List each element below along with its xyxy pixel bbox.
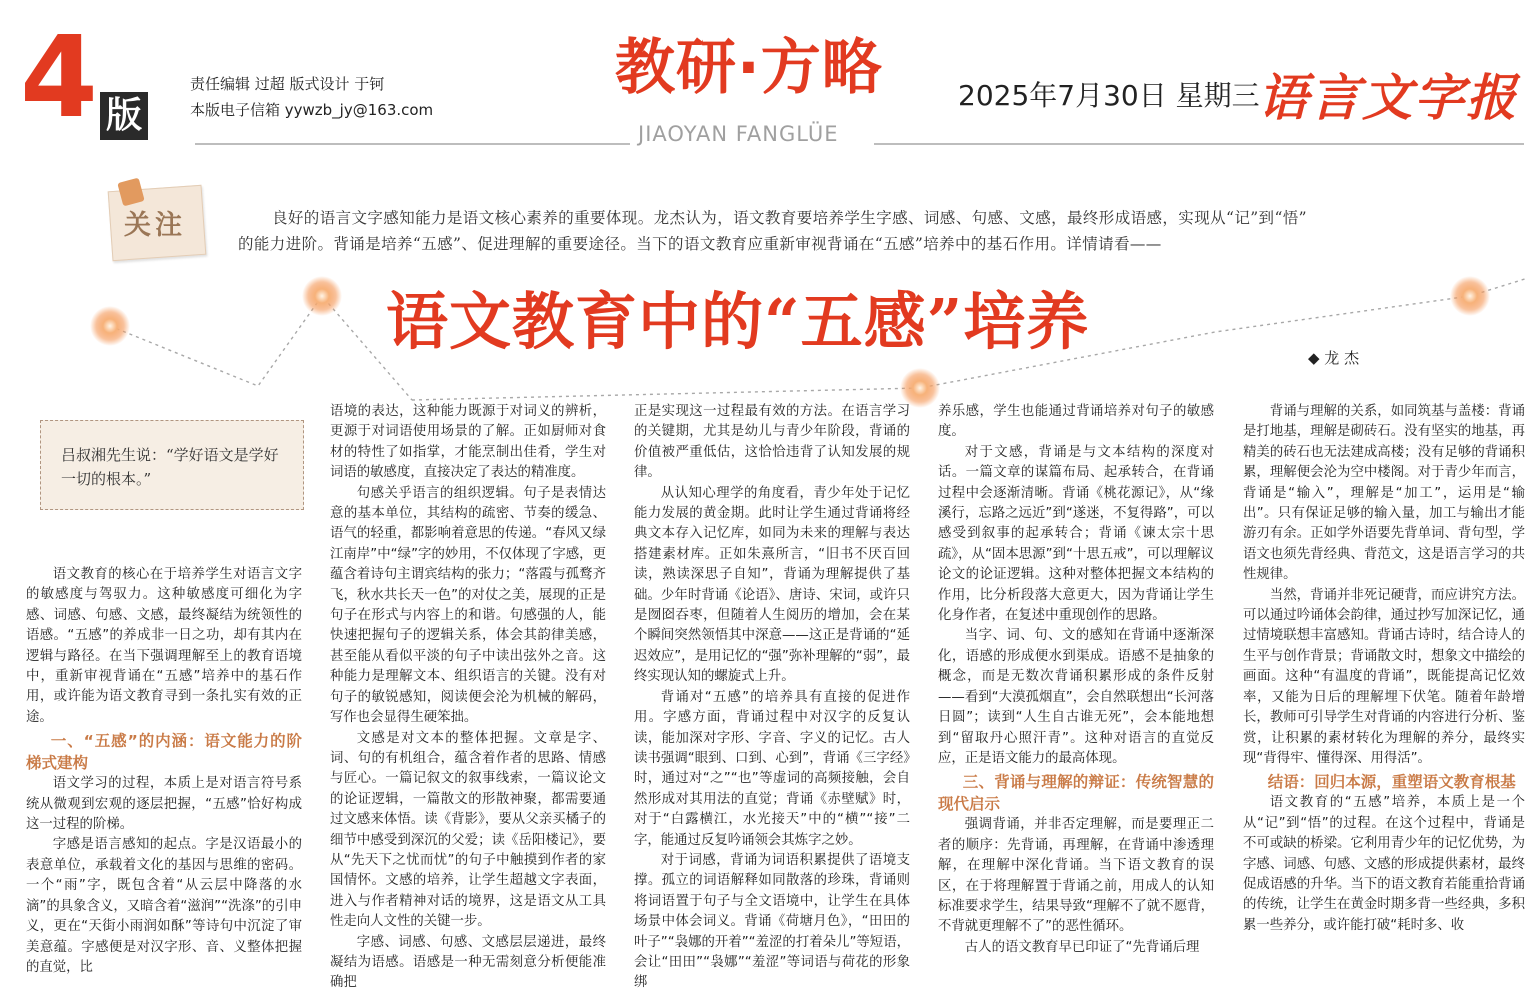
page-number: 4 xyxy=(20,13,98,143)
paragraph: 养乐感，学生也能通过背诵培养对句子的敏感度。 xyxy=(938,404,1214,440)
paragraph: 语文教育的“五感”培养，本质上是一个从“记”到“悟”的过程。在这个过程中，背诵是不可或缺的桥梁。它利用青少年的记忆优势，为字感、词感、句感、文感的形成提供素材，最终促成语感的升华。当下的语文教育若能重拾背诵的传统，让学生在黄金时期多背一些经典，多积累一些养分，或许能打破“耗时多、收 xyxy=(1243,795,1525,933)
editor-line: 责任编辑 过超 版式设计 于钶 xyxy=(190,75,385,93)
paragraph: 正是实现这一过程最有效的方法。在语言学习的关键期，尤其是幼儿与青少年阶段，背诵的价值被严重低估，这恰恰违背了认知发展的规律。 xyxy=(634,404,910,481)
page-suffix-badge: 版 xyxy=(100,92,148,140)
paragraph: 背诵与理解的关系，如同筑基与盖楼：背诵是打地基，理解是砌砖石。没有坚实的地基，再精美的砖石也无法建成高楼；没有足够的背诵积累，理解便会沦为空中楼阁。对于青少年而言，背诵是“输入”，理解是“加工”，运用是“输出”。只有保证足够的输入量，加工与输出才能游刃有余。正如学外语要先背单词、背句型，学语文也须先背经典、背范文，这是语言学习的共性规律。 xyxy=(1243,404,1525,583)
paragraph: 语文教育的核心在于培养学生对语言文字的敏感度与驾驭力。这种敏感度可细化为字感、词感、句感、文感，最终凝结为统领性的语感。“五感”的养成非一日之功，却有其内在逻辑与路径。在当下强调理解至上的教育语境中，重新审视背诵在“五感”培养中的基石作用，或许能为语文教育寻到一条扎实有效的正途。 xyxy=(26,567,302,725)
section-heading-3: 三、背诵与理解的辩证：传统智慧的现代启示 xyxy=(938,773,1214,814)
email-line: 本版电子信箱 yywzb_jy@163.com xyxy=(190,101,434,119)
paragraph: 语文学习的过程，本质上是对语言符号系统从微观到宏观的逐层把握，“五感”恰好构成这一过程的阶梯。 xyxy=(26,776,302,833)
paragraph: 对于词感，背诵为词语积累提供了语境支撑。孤立的词语解释如同散落的珍珠，背诵则将词语置于句子与全文语境中，让学生在具体场景中体会词义。背诵《荷塘月色》，“田田的叶子”“袅娜的开着”“羞涩的打着朵儿”等短语，会让“田田”“袅娜”“羞涩”等词语与荷花的形象绑 xyxy=(634,852,910,991)
article-column-1 xyxy=(26,565,302,975)
paragraph: 对于文感，背诵是与文本结构的深度对话。一篇文章的谋篇布局、起承转合，在背诵过程中会逐渐清晰。背诵《桃花源记》，从“缘溪行，忘路之远近”到“遂迷，不复得路”，可以感受到叙事的起承转合；背诵《谏太宗十思疏》，从“固本思源”到“十思五戒”，可以理解议论文的论证逻辑。这种对整体把握文本结构的作用，比分析段落大意更大，因为背诵让学生化身作者，在复述中重现创作的思路。 xyxy=(938,444,1214,624)
article-headline: 语文教育中的“五感”培养 xyxy=(386,285,1090,358)
article-column-4 xyxy=(938,402,1214,955)
newspaper-logo: 语言文字报 xyxy=(1258,68,1518,127)
orb-icon xyxy=(90,306,130,346)
header-rule-left xyxy=(195,143,630,145)
paragraph: 强调背诵，并非否定理解，而是要理正二者的顺序：先背诵，再理解，在背诵中渗透理解，在理解中深化背诵。当下语文教育的误区，在于将理解置于背诵之前，用成人的认知标准要求学生，结果导致“理解不了就不愿背，不背就更理解不了”的恶性循环。 xyxy=(938,817,1214,935)
paragraph: 语境的表达，这种能力既源于对词义的辨析，更源于对词语使用场景的了解。正如厨师对食材的特性了如指掌，才能烹制出佳肴，学生对词语的敏感度，直接决定了表达的精准度。 xyxy=(330,404,606,481)
quote-box xyxy=(40,420,304,510)
section-pinyin: JIAOYAN FANGLÜE xyxy=(638,122,839,146)
issue-date: 2025年7月30日 星期三 xyxy=(958,79,1260,112)
section-title: 教研·方略 xyxy=(615,33,883,103)
conclusion-heading: 结语：回归本源，重塑语文教育根基 xyxy=(1267,773,1516,792)
paragraph: 句感关乎语言的组织逻辑。句子是表情达意的基本单位，其结构的疏密、节奏的缓急、语气的轻重，都影响着意思的传递。“春风又绿江南岸”中“绿”字的妙用，不仅体现了字感，更蕴含着诗句主谓宾结构的张力；“落霞与孤鹜齐飞，秋水共长天一色”的对仗之美，展现的正是句子在形式与内容上的和谐。句感强的人，能快速把握句子的逻辑关系，体会其韵律美感，甚至能从看似平淡的句子中读出弦外之音。这种能力是理解文本、组织语言的关键。没有对句子的敏锐感知，阅读便会沦为机械的解码，写作也会显得生硬笨拙。 xyxy=(330,485,606,726)
section-heading-1: 一、“五感”的内涵：语文能力的阶梯式建构 xyxy=(26,732,302,773)
focus-tag xyxy=(110,180,202,258)
header-rule-right xyxy=(874,143,1524,145)
quote-text: 吕叔湘先生说：“学好语文是学好一切的根本。” xyxy=(61,446,279,488)
article-column-5 xyxy=(1243,402,1525,933)
article-column-2 xyxy=(330,402,606,991)
paragraph: 当然，背诵并非死记硬背，而应讲究方法。可以通过吟诵体会韵律，通过抄写加深记忆，通过情境联想丰富感知。背诵古诗时，结合诗人的生平与创作背景；背诵散文时，想象文中描绘的画面。这种“有温度的背诵”，既能提高记忆效率，又能为日后的理解埋下伏笔。随着年龄增长，教师可引导学生对背诵的内容进行分析、鉴赏，让积累的素材转化为理解的养分，最终实现“背得牢、懂得深、用得活”。 xyxy=(1243,587,1525,766)
paragraph: 从认知心理学的角度看，青少年处于记忆能力发展的黄金期。此时让学生通过背诵将经典文本存入记忆库，如同为未来的理解与表达搭建素材库。正如朱熹所言，“旧书不厌百回读，熟读深思子自知”，背诵为理解提供了基础。少年时背诵《论语》、唐诗、宋词，或许只是囫囵吞枣，但随着人生阅历的增加，会在某个瞬间突然领悟其中深意——这正是背诵的“延迟效应”，是用记忆的“强”弥补理解的“弱”，最终实现认知的螺旋式上升。 xyxy=(634,485,910,685)
lead-line-1: 良好的语言文字感知能力是语文核心素养的重要体现。龙杰认为，语文教育要培养学生字感、词感、句感、文感，最终形成语感，实现从“记”到“悟” xyxy=(272,209,1308,227)
lead-line-2: 的能力进阶。背诵是培养“五感”、促进理解的重要途径。当下的语文教育应重新审视背诵在“五感”培养中的基石作用。详情请看—— xyxy=(238,235,1162,253)
article-column-3 xyxy=(634,402,910,991)
paragraph: 文感是对文本的整体把握。文章是字、词、句的有机组合，蕴含着作者的思路、情感与匠心。一篇记叙文的叙事线索，一篇议论文的论证逻辑，一篇散文的形散神聚，都需要通过文感来体悟。读《背影》，要从父亲买橘子的细节中感受到深沉的父爱；读《岳阳楼记》，要从“先天下之忧而忧”的句子中触摸到作者的家国情怀。文感的培养，让学生超越文字表面，进入与作者精神对话的境界，这是语文从工具性走向人文性的关键一步。 xyxy=(330,730,606,930)
paragraph: 当字、词、句、文的感知在背诵中逐渐深化，语感的形成便水到渠成。语感不是抽象的概念，而是无数次背诵积累形成的条件反射——看到“大漠孤烟直”，会自然联想出“长河落日圆”；读到“人生自古谁无死”，会本能地想到“留取丹心照汗青”。这种对语言的直觉反应，正是语文能力的最高体现。 xyxy=(938,628,1214,766)
orb-icon xyxy=(302,276,342,316)
orb-icon xyxy=(1450,276,1490,316)
paragraph: 背诵对“五感”的培养具有直接的促进作用。字感方面，背诵过程中对汉字的反复认读，能加深对字形、字音、字义的记忆。古人读书强调“眼到、口到、心到”，背诵《三字经》时，通过对“之”“也”等虚词的高频接触，会自然形成对其用法的直觉；背诵《赤壁赋》时，对于“白露横江，水光接天”中的“横”“接”二字，能通过反复吟诵领会其炼字之妙。 xyxy=(634,689,910,848)
paragraph: 古人的语文教育早已印证了“先背诵后理 xyxy=(964,939,1200,955)
article-author: ◆ 龙 杰 xyxy=(1308,349,1360,367)
paragraph: 字感是语言感知的起点。字是汉语最小的表意单位，承载着文化的基因与思维的密码。一个“雨”字，既包含着“从云层中降落的水滴”的具象含义，又暗含着“滋润”“洗涤”的引申义，更在“天街小雨润如酥”等诗句中沉淀了审美意蕴。字感便是对汉字形、音、义整体把握的直觉，比 xyxy=(26,837,302,975)
paragraph: 字感、词感、句感、文感层层递进，最终凝结为语感。语感是一种无需刻意分析便能准确把 xyxy=(330,934,606,991)
focus-tag-label: 关注 xyxy=(124,210,186,241)
